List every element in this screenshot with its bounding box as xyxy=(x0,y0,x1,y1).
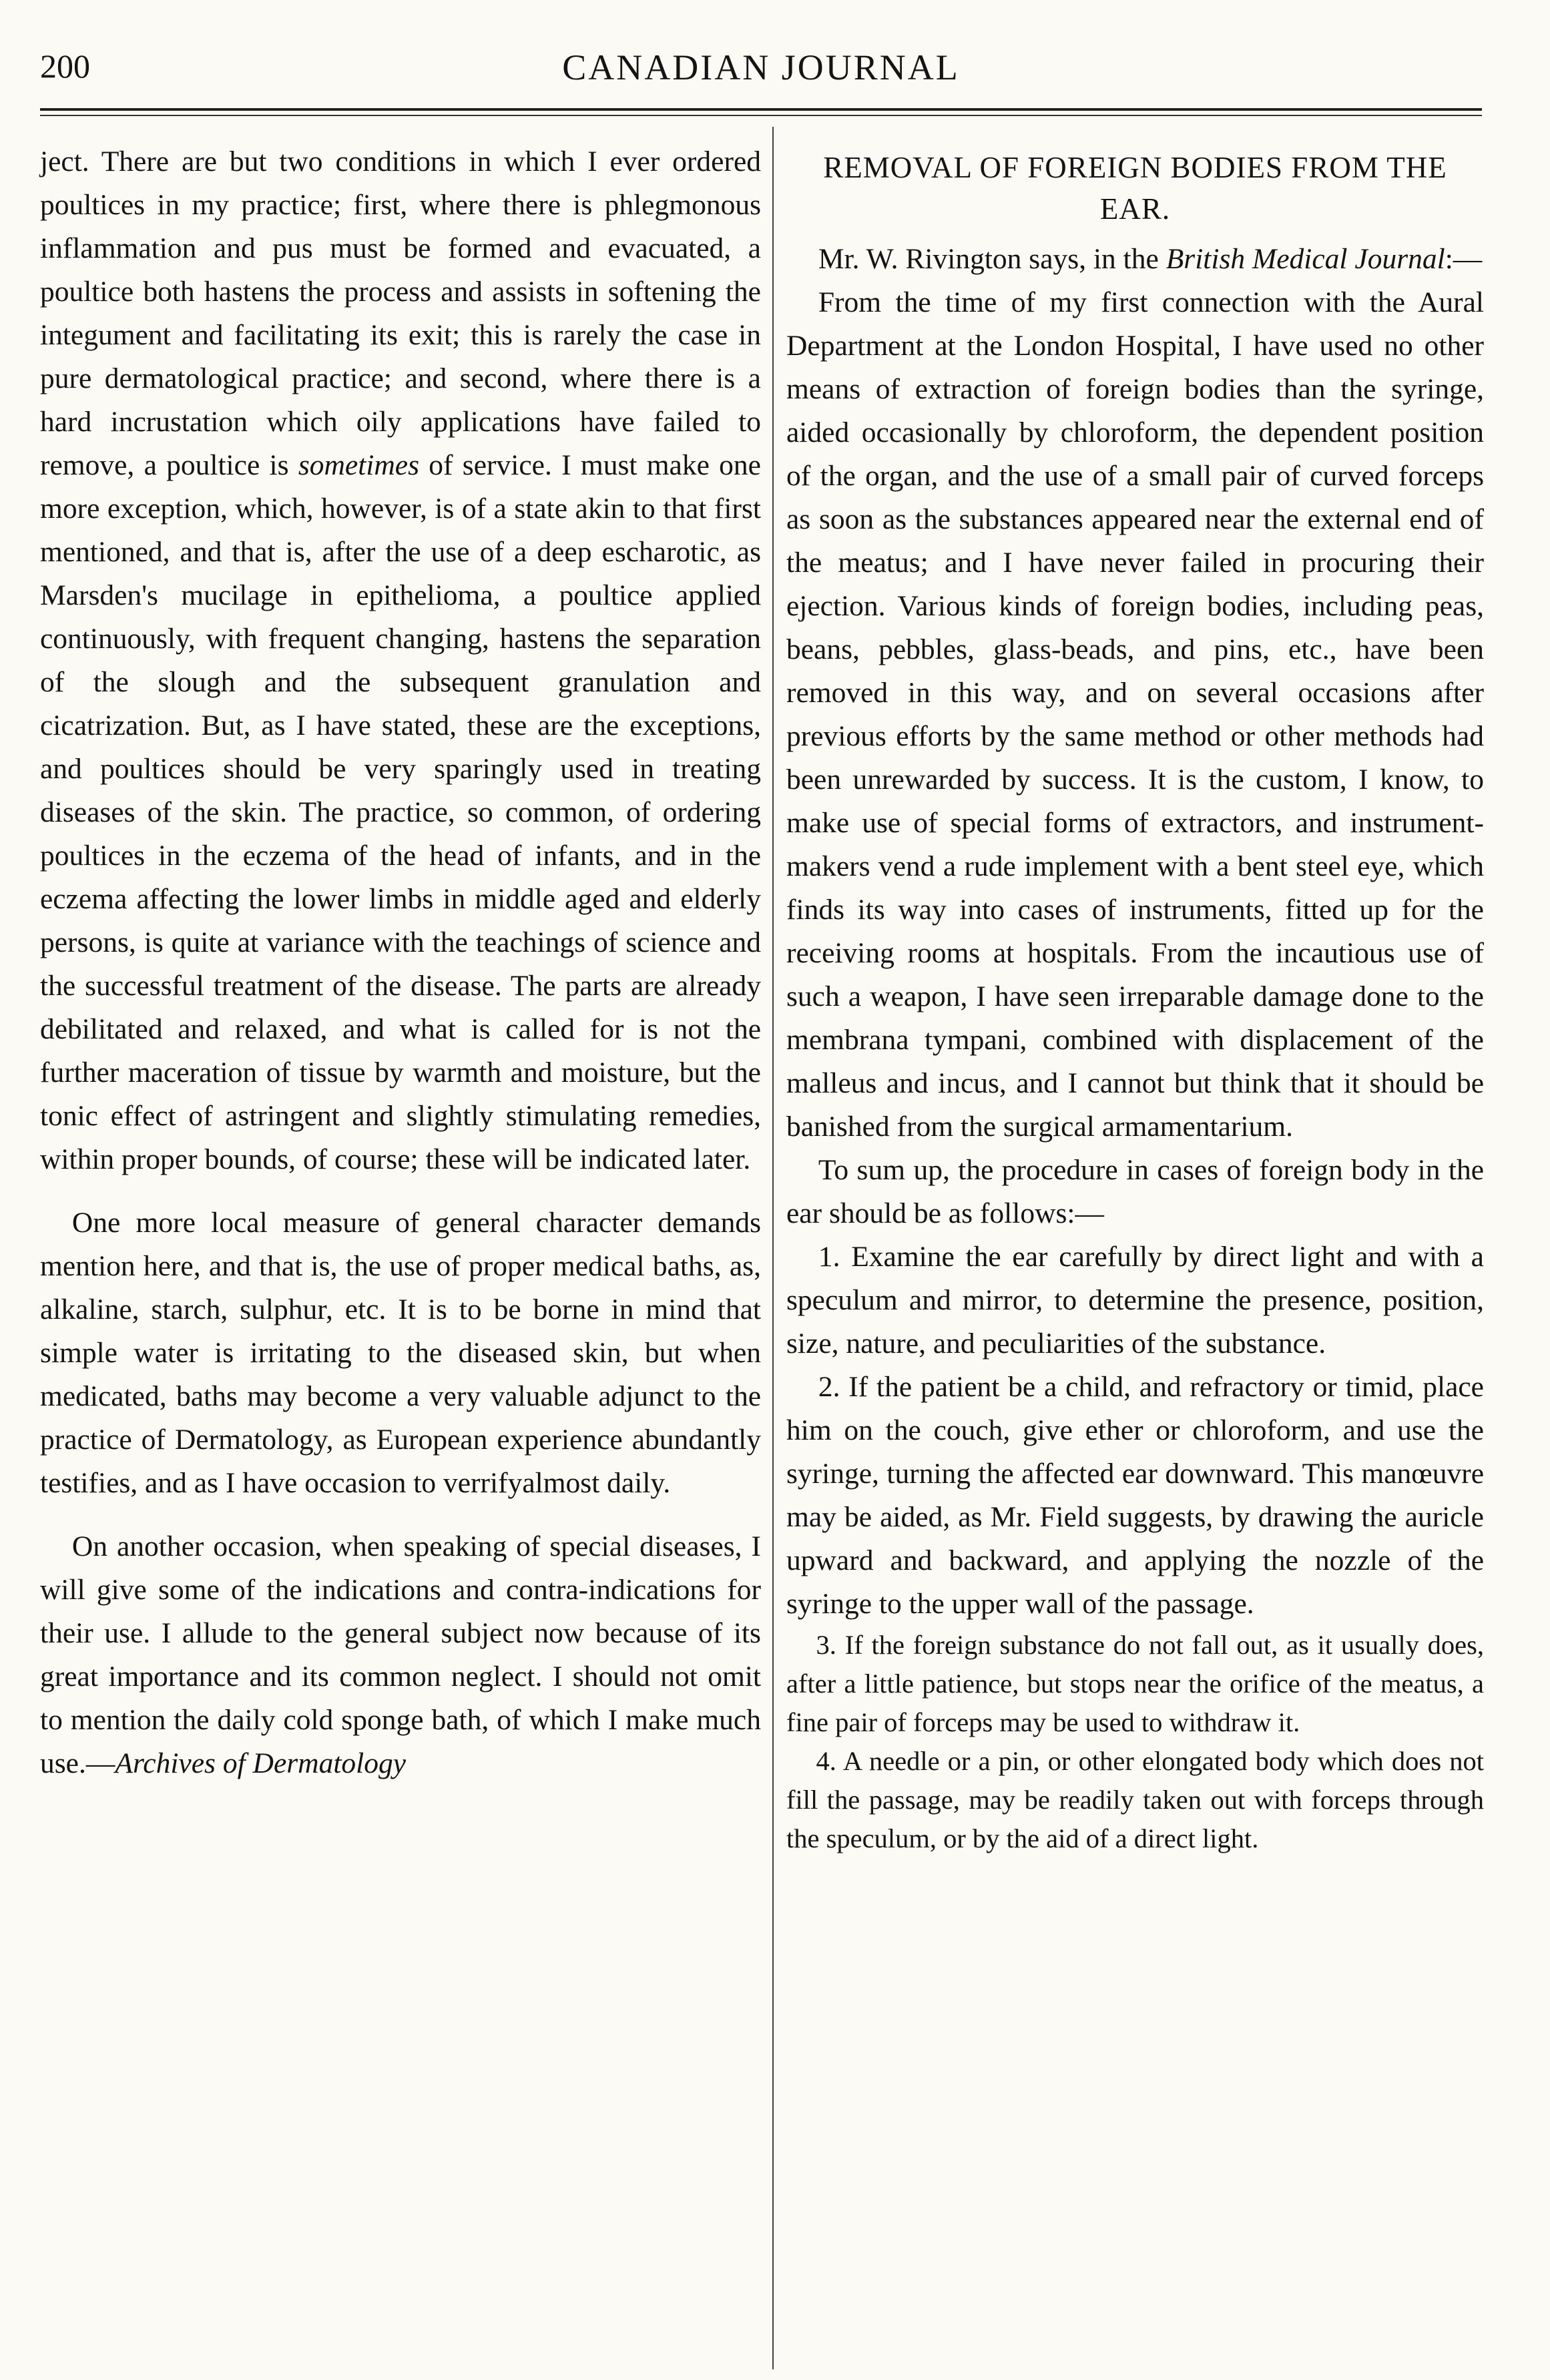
right-list-item-1: 1. Examine the ear carefully by direct light and with a speculum and mirror, to determine the presence, position, size, nature, and peculiarities of the substance. xyxy=(786,1241,1484,1360)
right-paragraph-2: To sum up, the procedure in cases of foreign body in the ear should be as follows:— xyxy=(786,1154,1484,1229)
header-rule-thick xyxy=(40,108,1482,111)
page-header xyxy=(40,47,1482,100)
page-number: 200 xyxy=(40,47,90,85)
left-paragraph-2: One more local measure of general character demands mention here, and that is, the use of proper medical baths, as, alkaline, starch, sulphur, etc. It is to be borne in mind that simple water is irritating to the diseased skin, but when medicated, baths may become a very valuable adjunct to the practice of Dermatology, as European experience abundantly testifies, and as I have occasion to verrifyalmost daily. xyxy=(40,1207,761,1499)
right-column xyxy=(786,140,1484,1858)
right-intro-text: Mr. W. Rivington says, in the xyxy=(818,243,1166,275)
left-p1-text: ject. There are but two conditions in which I ever ordered poultices in my practice; first, where there is phlegmonous inflammation and pus must be formed and evacuated, a poultice both hastens the process and assists in softening the integument and facilitating its exit; this is rarely the case in pure dermatological practice; and second, where there is a hard incrustation which oily applications have failed to remove, a poultice is xyxy=(40,145,761,481)
right-paragraph-1: From the time of my first connection with the Aural Department at the London Hospital, I have used no other means of extraction of foreign bodies than the syringe, aided occasionally by chloroform, the dependent position of the organ, and the use of a small pair of curved forceps as soon as the substances appeared near the external end of the meatus; and I have never failed in procuring their ejection. Various kinds of foreign bodies, including peas, beans, pebbles, glass-beads, and pins, etc., have been removed in this way, and on several occasions after previous efforts by the same method or other methods had been unrewarded by success. It is the custom, I know, to make use of special forms of extractors, and instrument-makers vend a rude implement with a bent steel eye, which finds its way into cases of instruments, fitted up for the receiving rooms at hospitals. From the incautious use of such a weapon, I have seen irreparable damage done to the membrana tympani, combined with displacement of the malleus and incus, and I cannot but think that it should be banished from the surgical armamentarium. xyxy=(786,286,1484,1143)
right-list-item-2: 2. If the patient be a child, and refractory or timid, place him on the couch, give ether or chloroform, and use the syringe, turning the affected ear downward. This manœuvre may be aided, as Mr. Field suggests, by drawing the auricle upward and backward, and applying the nozzle of the syringe to the upper wall of the passage. xyxy=(786,1371,1484,1620)
left-p3-text: On another occasion, when speaking of special diseases, I will give some of the indications and contra-indications for their use. I allude to the general subject now because of its great importance and its common neglect. I should not omit to mention the daily cold sponge bath, of which I make much use.— xyxy=(40,1530,761,1779)
right-intro-end: :— xyxy=(1445,243,1483,275)
header-rule-thin xyxy=(40,115,1482,116)
left-column xyxy=(40,140,761,1785)
left-p3-source: Archives of Dermatology xyxy=(115,1747,407,1779)
right-intro xyxy=(786,238,1484,281)
right-list-item-3: 3. If the foreign substance do not fall out, as it usually does, after a little patience, but stops near the orifice of the meatus, a fine pair of forceps may be used to withdraw it. xyxy=(786,1630,1484,1737)
right-intro-source: British Medical Journal xyxy=(1166,243,1445,275)
article-heading: REMOVAL OF FOREIGN BODIES FROM THE EAR. xyxy=(823,151,1447,226)
right-list-item-4: 4. A needle or a pin, or other elongated body which does not fill the passage, may be readily taken out with forceps through the speculum, or by the aid of a direct light. xyxy=(786,1746,1484,1853)
running-title: CANADIAN JOURNAL xyxy=(562,47,960,87)
left-p1-end: of service. I must make one more exception, which, however, is of a state akin to that first mentioned, and that is, after the use of a deep escharotic, as Marsden's mucilage in epithelioma, a poultice applied continuously, with frequent changing, hastens the separation of the slough and the subsequent granulation and cicatrization. But, as I have stated, these are the exceptions, and poultices should be very sparingly used in treating diseases of the skin. The practice, so common, of ordering poultices in the eczema of the head of infants, and in the eczema affecting the lower limbs in middle aged and elderly persons, is quite at variance with the teachings of science and the successful treatment of the disease. The parts are already debilitated and relaxed, and what is called for is not the further maceration of tissue by warmth and moisture, but the tonic effect of astringent and slightly stimulating remedies, within proper bounds, of course; these will be indicated later. xyxy=(40,449,761,1175)
column-divider xyxy=(772,127,774,2369)
left-paragraph-3 xyxy=(40,1525,761,1785)
left-paragraph-1 xyxy=(40,140,761,1181)
left-p1-emphasis: sometimes xyxy=(298,449,420,481)
